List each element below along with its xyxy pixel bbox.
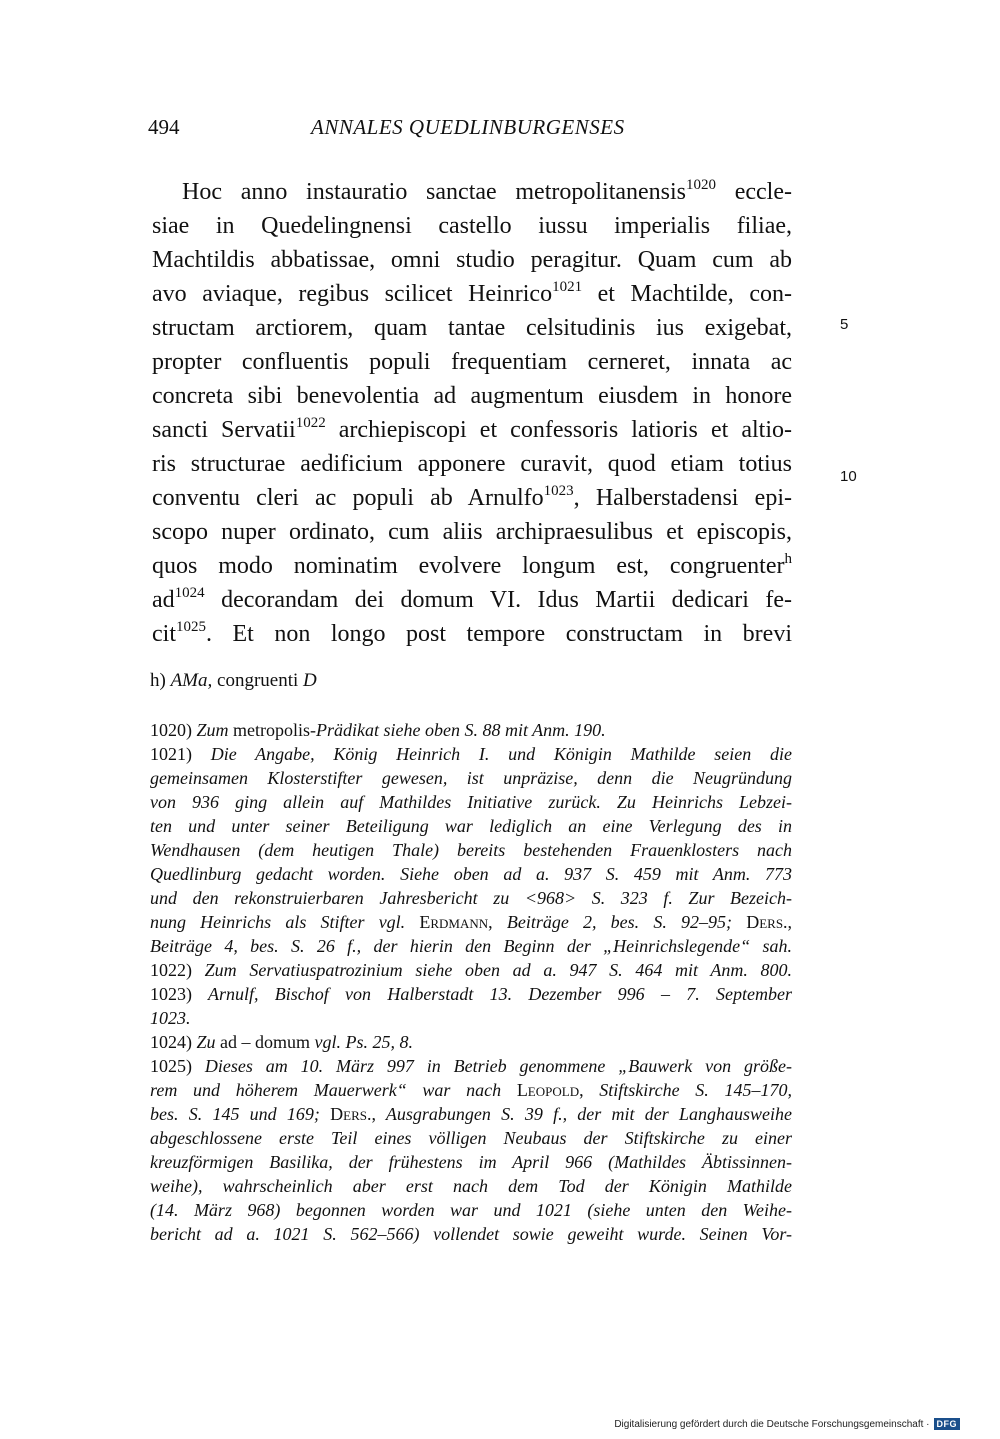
footnote-line: bericht ad a. 1021 S. 562–566) vollendet sowie geweiht wurde. Seinen Vor- [150,1224,792,1244]
text-line: scopo nuper ordinato, cum aliis archipraesulibus et episcopis, [152,519,792,545]
text-line: sancti Servatii$^{1022}$ archiepiscopi et confessoris latioris et altio- [152,415,792,443]
footnote-line: (14. März 968) begonnen worden war und 1021 (siehe unten den Weihe- [150,1200,792,1220]
apparatus-ref[interactable]: h [784,551,792,567]
footnote-line: ten und unter seiner Beteiligung war lediglich an eine Verlegung des in [150,816,792,836]
footnote-line: 1023. [150,1008,191,1028]
footer-text: Digitalisierung gefördert durch die Deutsche Forschungsgemeinschaft · [614,1418,930,1430]
text-line: structam arctiorem, quam tantae celsitudinis ius exigebat, [152,315,792,341]
running-title: ANNALES QUEDLINBURGENSES [311,115,625,139]
footnote-line: kreuzförmigen Basilika, der frühestens im April 966 (Mathildes Äbtissinnen- [150,1152,792,1172]
footnote-1024: 1024) Zu ad – domum vgl. Ps. 25, 8. [150,1032,414,1052]
footnote-1022: 1022) Zum Servatiuspatrozinium siehe oben ad a. 947 S. 464 mit Anm. 800. [150,960,792,980]
footnote-1021: 1021) Die Angabe, König Heinrich I. und Königin Mathilde seien die [150,744,793,764]
footnote-ref[interactable]: 1021 [552,279,583,295]
apparatus-reading: congruenti [217,670,299,691]
apparatus-siglum: h) [150,670,166,691]
footnote-ref[interactable]: 1024 [174,585,205,601]
footnote-line: rem und höherem Mauerwerk“ war nach Leopold, Stiftskirche S. 145–170, [150,1080,793,1100]
footnote-1023: 1023) Arnulf, Bischof von Halberstadt 13. Dezember 996 – 7. September [150,984,792,1004]
footnote-ref[interactable]: 1022 [295,415,326,431]
footnote-ref[interactable]: 1025 [176,619,206,635]
footnote-line: bes. S. 145 und 169; Ders., Ausgrabungen S. 39 f., der mit der Langhausweihe [150,1104,792,1124]
footnote-line: gemeinsamen Klosterstifter gewesen, ist unpräzise, denn die Neugründung [150,768,792,788]
text-line: propter confluentis populi frequentiam cerneret, innata ac [152,349,792,375]
footnote-line: und den rekonstruierbaren Jahresbericht zu <968> S. 323 f. Zur Bezeich- [150,888,792,908]
footnote-line: Beiträge 4, bes. S. 26 f., der hierin den Beginn der „Heinrichslegende“ sah. [150,936,792,956]
apparatus-manuscript: D [303,670,317,691]
text-line: ris structurae aedificium apponere curavit, quod etiam totius [152,451,792,477]
line-number: 5 [840,316,849,333]
critical-apparatus [150,670,317,692]
page-header [148,115,788,147]
apparatus-sigla: AMa, [170,670,213,691]
footnote-ref[interactable]: 1023 [543,483,574,499]
footnote-ref[interactable]: 1020 [686,177,717,193]
footnote-line: Wendhausen (dem heutigen Thale) bereits bestehenden Frauenklosters nach [150,840,792,860]
footnote-line: Quedlinburg gedacht worden. Siehe oben ad a. 937 S. 459 mit Anm. 773 [150,864,792,884]
digitization-footer [614,1418,960,1430]
line-number: 10 [840,468,857,485]
text-line: conventu cleri ac populi ab Arnulfo$^{1023}$, Halberstadensi epi- [152,483,792,511]
text-line: siae in Quedelingnensi castello iussu imperialis filiae, [152,213,792,239]
page-number: 494 [148,115,180,139]
footnote-line: abgeschlossene erste Teil eines völligen Neubaus der Stiftskirche zu einer [150,1128,792,1148]
footnote-1025: 1025) Dieses am 10. März 997 in Betrieb genommene „Bauwerk von größe- [150,1056,792,1076]
text-line: $ad^{1024}$ decorandam dei domum VI. Idus Martii dedicari fe- [152,585,792,613]
footnote-line: von 936 ging allein auf Mathildes Initiative zurück. Zu Heinrichs Lebzei- [150,792,792,812]
text-line: quos modo nominatim evolvere longum est, congruenter$^h$ [152,551,792,579]
footnote-line: nung Heinrichs als Stifter vgl. Erdmann, Beiträge 2, bes. S. 92–95; Ders., [150,912,793,932]
text-line: Machtildis abbatissae, omni studio peragitur. Quam cum ab [152,247,792,273]
dfg-logo: DFG [934,1418,961,1430]
text-line: concreta sibi benevolentia ad augmentum eiusdem in honore [152,383,792,409]
text-line: avo aviaque, regibus scilicet Heinrico$^{1021}$ et Machtilde, con- [152,279,792,307]
footnote-1020: 1020) Zum metropolis-Prädikat siehe oben S. 88 mit Anm. 190. [150,720,606,740]
text-line: cit$^{1025}$. Et non longo post tempore constructam in brevi [152,619,792,647]
footnote-line: weihe), wahrscheinlich aber erst nach dem Tod der Königin Mathilde [150,1176,792,1196]
text-line: Hoc anno instauratio sanctae metropolitanensis$^{1020}$ eccle- [182,177,792,205]
